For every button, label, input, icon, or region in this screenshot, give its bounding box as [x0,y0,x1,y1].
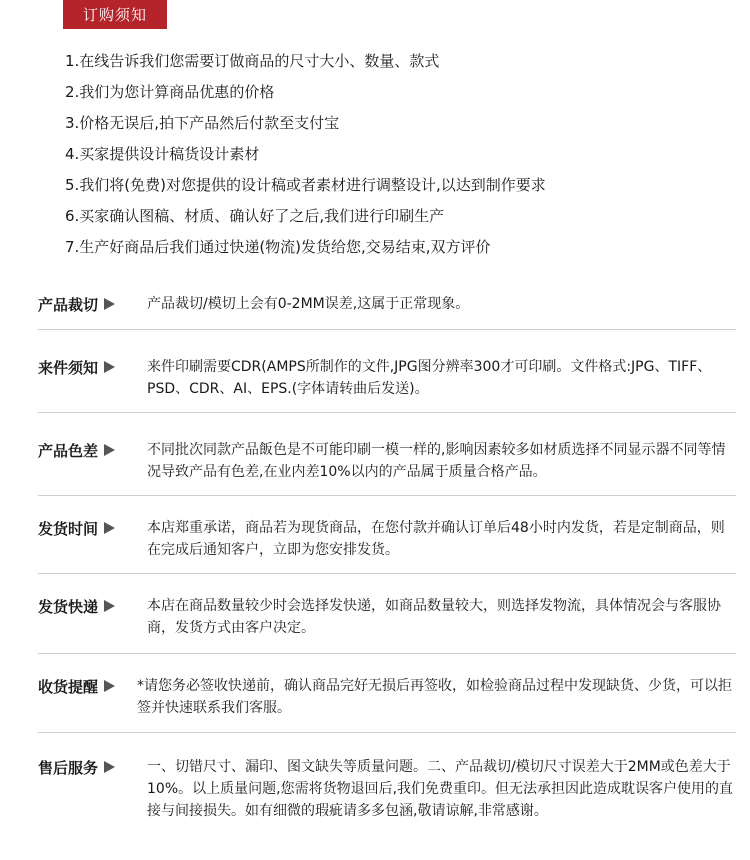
section-label [38,595,115,617]
section-text: 产品裁切/模切上会有0-2MM误差,这属于正常现象。 [147,296,470,312]
order-step: 5.我们将(免费)对您提供的设计稿或者素材进行调整设计,以达到制作要求 [65,176,546,194]
section-label [38,756,115,778]
triangle-right-icon [104,444,115,456]
order-step: 4.买家提供设计稿货设计素材 [65,145,260,163]
triangle-right-icon [104,600,115,612]
section-label-text: 发货时间 [38,519,99,538]
order-step: 1.在线告诉我们您需要订做商品的尺寸大小、数量、款式 [65,52,440,70]
section-divider [38,573,736,574]
section-text: 一、切错尺寸、漏印、图文缺失等质量问题。二、产品裁切/模切尺寸误差大于2MM或色差大于10%。以上质量问题,您需将货物退回后,我们免费重印。但无法承担因此造成耽误客户使用的直接与间接损失。如有细微的瑕疵请多多包涵,敬请谅解,非常感谢。 [147,759,734,819]
section-text: 不同批次同款产品飯色是不可能印刷一模一样的,影响因素较多如材质选择不同显示器不同等情况导致产品有色差,在业内差10%以内的产品属于质量合格产品。 [147,442,726,480]
section-divider [38,732,736,733]
section-label [38,356,115,378]
triangle-right-icon [104,361,115,373]
section-text: *请您务必签收快递前，确认商品完好无损后再签收，如检验商品过程中发现缺货、少货，可以拒签并快速联系我们客服。 [137,678,732,716]
section-label-text: 产品色差 [38,441,99,460]
order-step: 7.生产好商品后我们通过快递(物流)发货给您,交易结束,双方评价 [65,238,491,256]
section-label-text: 发货快递 [38,597,99,616]
section-divider [38,653,736,654]
section-label-text: 产品裁切 [38,295,99,314]
section-divider [38,412,736,413]
section-divider [38,495,736,496]
notice-title-tab: 订购须知 [63,0,167,29]
section-label [38,517,115,539]
order-step: 3.价格无误后,拍下产品然后付款至支付宝 [65,114,340,132]
section-label-text: 收货提醒 [38,677,99,696]
triangle-right-icon [104,298,115,310]
section-text: 本店郑重承诺，商品若为现货商品，在您付款并确认订单后48小时内发货，若是定制商品，则在完成后通知客户，立即为您安排发货。 [147,520,725,558]
triangle-right-icon [104,680,115,692]
triangle-right-icon [104,522,115,534]
order-steps-list [65,46,735,263]
section-divider [38,329,736,330]
section-label [38,439,115,461]
section-label [38,293,115,315]
section-text: 来件印刷需要CDR(AMPS所制作的文件,JPG图分辨率300才可印刷。文件格式:JPG、TIFF、PSD、CDR、AI、EPS.(字体请转曲后发送)。 [147,359,712,397]
triangle-right-icon [104,761,115,773]
section-label [38,675,115,697]
section-label-text: 来件须知 [38,358,99,377]
order-step: 2.我们为您计算商品优惠的价格 [65,83,275,101]
section-label-text: 售后服务 [38,758,99,777]
section-text: 本店在商品数量较少时会选择发快递，如商品数量较大，则选择发物流，具体情况会与客服协商，发货方式由客户决定。 [147,598,721,636]
order-step: 6.买家确认图稿、材质、确认好了之后,我们进行印刷生产 [65,207,445,225]
